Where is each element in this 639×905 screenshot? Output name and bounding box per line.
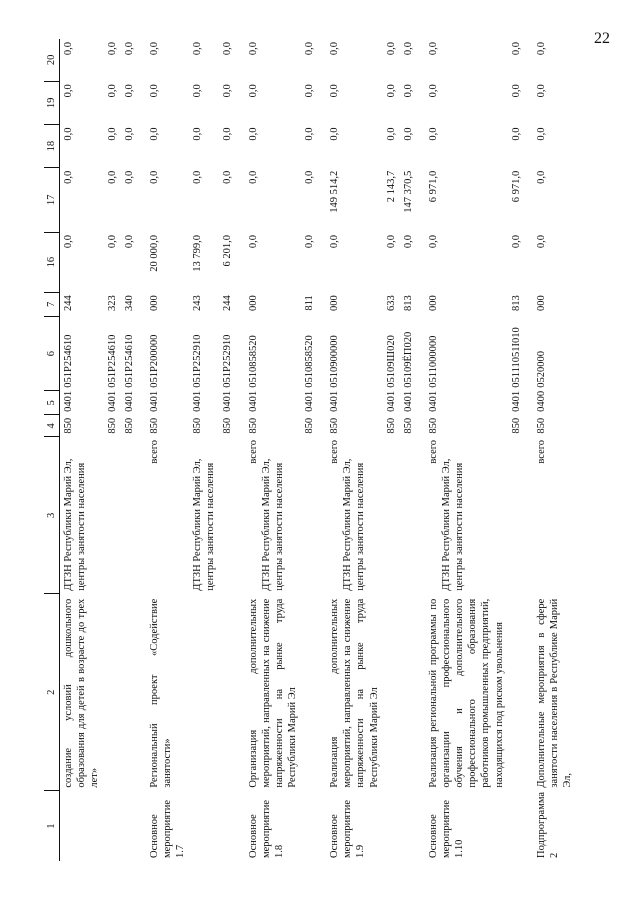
cell-c1	[219, 791, 236, 861]
cell-c1	[60, 791, 104, 861]
cell-c7: 340	[123, 295, 135, 312]
cell-c2	[104, 594, 121, 791]
cell-c5: 0400	[535, 390, 547, 412]
cell-c5: 0401	[123, 390, 135, 412]
cell-c19: 0,0	[148, 84, 160, 98]
executor-text: всего	[247, 439, 259, 464]
cell-c17: 0,0	[535, 170, 547, 184]
cell-c4: 850	[148, 417, 160, 434]
column-header: 1	[44, 791, 60, 861]
cell-c4: 850	[427, 417, 439, 434]
cell-c6: 051P200000	[148, 334, 160, 388]
cell-c3	[121, 437, 138, 594]
cell-c1	[383, 791, 400, 861]
cell-c6: 051P252910	[192, 334, 204, 388]
cell-c3	[533, 437, 576, 594]
cell-c7: 633	[385, 295, 397, 312]
cell-c7: 000	[535, 295, 547, 312]
cell-c17: 147 370,5	[402, 170, 414, 213]
cell-c4: 850	[510, 417, 522, 434]
cell-c1	[400, 791, 417, 861]
cell-c1: Основное мероприятие 1.7	[148, 800, 186, 858]
cell-c16: 0,0	[510, 235, 522, 249]
executor-text: всего	[329, 439, 341, 464]
executor-text: ДТЗН Республики Марий Эл, центры занятости населения	[260, 458, 285, 591]
cell-c18: 0,0	[192, 127, 204, 141]
cell-c16: 20 000,0	[148, 235, 160, 272]
cell-c17: 0,0	[304, 170, 315, 184]
cell-c5: 0401	[427, 390, 439, 412]
cell-c19: 0,0	[106, 84, 118, 98]
cell-c5: 0401	[385, 390, 397, 412]
table-row	[326, 39, 383, 861]
cell-c3	[508, 437, 525, 594]
page-number: 22	[594, 30, 610, 47]
cell-c3	[60, 437, 104, 594]
cell-c19: 0,0	[385, 84, 397, 98]
cell-c4: 850	[123, 417, 135, 434]
cell-c5: 0401	[247, 390, 259, 412]
table-row	[189, 39, 219, 861]
cell-c4: 850	[535, 417, 547, 434]
cell-c2: Реализация региональной программы по организации профессионального обучения и дополнительного профессионального образования работников промышленных предприятий, находящихся под риском увольнения	[427, 598, 505, 788]
cell-c6: 0510858520	[304, 335, 315, 388]
cell-c19: 0,0	[510, 84, 522, 98]
executor-text: ДТЗН Республики Марий Эл, центры занятости населения	[342, 458, 367, 591]
cell-c16: 0,0	[402, 235, 414, 249]
cell-c7: 813	[402, 295, 414, 312]
cell-c2: Организация дополнительных мероприятий, направленных на снижение напряженности на рынке труда Республики Марий Эл	[247, 598, 298, 788]
cell-c18: 0,0	[535, 127, 547, 141]
cell-c6: 0520000	[535, 351, 547, 388]
table-row	[508, 39, 525, 861]
cell-c7: 811	[304, 295, 315, 311]
column-header: 17	[44, 168, 60, 232]
cell-c3	[326, 437, 383, 594]
cell-c1	[508, 791, 525, 861]
row-spacer	[318, 39, 326, 861]
cell-c20: 0,0	[123, 42, 135, 56]
table-row	[121, 39, 138, 861]
cell-c5: 0401	[402, 390, 414, 412]
cell-c6: 05109Ш020	[385, 335, 397, 388]
executor-text: всего	[535, 439, 547, 464]
cell-c7: 244	[222, 295, 234, 312]
cell-c16: 0,0	[106, 235, 118, 249]
cell-c6: 051P254610	[106, 334, 118, 388]
column-header: 5	[44, 391, 60, 415]
cell-c7: 813	[510, 295, 522, 312]
cell-c2	[508, 594, 525, 791]
cell-c6: 051P252910	[222, 334, 234, 388]
cell-c3	[400, 437, 417, 594]
cell-c17: 0,0	[192, 170, 204, 184]
cell-c2	[301, 594, 318, 791]
cell-c20: 0,0	[329, 42, 341, 56]
cell-c3	[301, 437, 318, 594]
cell-c2: Региональный проект «Содействие занятости»	[148, 598, 173, 788]
executor-text: всего	[148, 439, 160, 464]
table-row	[400, 39, 417, 861]
cell-c2	[189, 594, 219, 791]
cell-c16: 0,0	[123, 235, 135, 249]
cell-c18: 0,0	[148, 127, 160, 141]
cell-c18: 0,0	[427, 127, 439, 141]
cell-c7: 000	[247, 295, 259, 312]
cell-c20: 0,0	[247, 42, 259, 56]
cell-c4: 850	[106, 417, 118, 434]
cell-c19: 0,0	[304, 84, 315, 98]
table-row	[146, 39, 189, 861]
cell-c2	[219, 594, 236, 791]
table-body	[60, 39, 577, 861]
cell-c20: 0,0	[63, 42, 75, 56]
cell-c5: 0401	[510, 390, 522, 412]
budget-table	[44, 39, 576, 861]
cell-c1: Основное мероприятие 1.9	[329, 800, 367, 858]
cell-c18: 0,0	[304, 127, 315, 141]
cell-c18: 0,0	[222, 127, 234, 141]
cell-c20: 0,0	[535, 42, 547, 56]
cell-c1: Основное мероприятие 1.8	[247, 800, 285, 858]
cell-c16: 0,0	[247, 235, 259, 249]
cell-c19: 0,0	[192, 84, 204, 98]
cell-c20: 0,0	[222, 42, 234, 56]
cell-c20: 0,0	[427, 42, 439, 56]
cell-c6: 051P254610	[123, 334, 135, 388]
cell-c18: 0,0	[123, 127, 135, 141]
cell-c7: 000	[329, 295, 341, 312]
column-header: 6	[44, 316, 60, 390]
cell-c7: 243	[192, 295, 204, 312]
cell-c2: Дополнительные мероприятия в сфере занятости населения в Республике Марий Эл,	[535, 598, 573, 788]
cell-c16: 0,0	[427, 235, 439, 249]
cell-c19: 0,0	[222, 84, 234, 98]
cell-c2	[121, 594, 138, 791]
executor-text: ДТЗН Республики Марий Эл, центры занятости населения	[441, 458, 466, 591]
cell-c4: 850	[402, 417, 414, 434]
cell-c20: 0,0	[510, 42, 522, 56]
column-header: 2	[44, 594, 60, 791]
cell-c17: 0,0	[63, 170, 75, 184]
cell-c7: 000	[427, 295, 439, 312]
cell-c3	[219, 437, 236, 594]
column-header: 20	[44, 39, 60, 81]
cell-c3	[245, 437, 302, 594]
cell-c6: 0510858520	[247, 335, 259, 388]
row-spacer	[138, 39, 146, 861]
cell-c17: 0,0	[222, 170, 234, 184]
cell-c2: Реализация дополнительных мероприятий, направленных на снижение напряженности на рынке труда Республики Марий Эл	[329, 598, 380, 788]
cell-c3	[146, 437, 189, 594]
cell-c6: 051P254610	[63, 334, 75, 388]
cell-c3	[425, 437, 508, 594]
cell-c19: 0,0	[402, 84, 414, 98]
cell-c1: Подпрограмма 2	[535, 791, 560, 858]
cell-c20: 0,0	[148, 42, 160, 56]
cell-c7: 000	[148, 295, 160, 312]
cell-c7: 323	[106, 295, 118, 312]
cell-c4: 850	[304, 417, 315, 434]
cell-c4: 850	[63, 417, 75, 434]
cell-c16: 0,0	[63, 235, 75, 249]
cell-c19: 0,0	[63, 84, 75, 98]
cell-c17: 2 143,7	[385, 170, 397, 203]
cell-c17: 0,0	[106, 170, 118, 184]
cell-c16: 0,0	[329, 235, 341, 249]
cell-c4: 850	[329, 417, 341, 434]
cell-c17: 6 971,0	[427, 170, 439, 203]
cell-c20: 0,0	[192, 42, 204, 56]
cell-c3	[104, 437, 121, 594]
cell-c3	[383, 437, 400, 594]
cell-c2	[383, 594, 400, 791]
executor-text: ДТЗН Республики Марий Эл, центры занятости населения	[192, 458, 217, 591]
table-row	[219, 39, 236, 861]
cell-c18: 0,0	[385, 127, 397, 141]
column-header: 19	[44, 81, 60, 124]
cell-c6: 05109ЁП020	[402, 331, 414, 388]
cell-c18: 0,0	[402, 127, 414, 141]
executor-text: ДТЗН Республики Марий Эл, центры занятости населения	[63, 458, 88, 591]
cell-c16: 6 201,0	[222, 235, 234, 267]
cell-c6: 05111051I010	[510, 327, 522, 388]
table-row	[301, 39, 318, 861]
cell-c17: 6 971,0	[510, 170, 522, 203]
cell-c18: 0,0	[329, 127, 341, 141]
cell-c5: 0401	[148, 390, 160, 412]
cell-c6: 0511000000	[427, 335, 439, 388]
executor-text: всего	[427, 439, 439, 464]
cell-c4: 850	[385, 417, 397, 434]
cell-c4: 850	[247, 417, 259, 434]
cell-c17: 0,0	[123, 170, 135, 184]
table-header-row	[44, 39, 60, 861]
cell-c19: 0,0	[247, 84, 259, 98]
cell-c16: 0,0	[535, 235, 547, 249]
cell-c5: 0401	[63, 390, 75, 412]
cell-c3	[189, 437, 219, 594]
column-header: 4	[44, 415, 60, 437]
table-row	[425, 39, 508, 861]
cell-c20: 0,0	[106, 42, 118, 56]
table-row	[60, 39, 104, 861]
row-spacer	[525, 39, 533, 861]
cell-c5: 0401	[222, 390, 234, 412]
rotated-page-content	[44, 39, 574, 861]
column-header: 18	[44, 125, 60, 168]
table-row	[104, 39, 121, 861]
cell-c1	[104, 791, 121, 861]
cell-c17: 0,0	[148, 170, 160, 184]
cell-c5: 0401	[329, 390, 341, 412]
cell-c1	[301, 791, 318, 861]
cell-c1: Основное мероприятие 1.10	[427, 800, 466, 858]
cell-c20: 0,0	[385, 42, 397, 56]
cell-c1	[121, 791, 138, 861]
cell-c18: 0,0	[510, 127, 522, 141]
cell-c6: 0510900000	[329, 335, 341, 388]
row-spacer	[417, 39, 425, 861]
cell-c20: 0,0	[402, 42, 414, 56]
cell-c4: 850	[192, 417, 204, 434]
table-row	[245, 39, 302, 861]
cell-c19: 0,0	[535, 84, 547, 98]
cell-c18: 0,0	[106, 127, 118, 141]
cell-c1	[189, 791, 219, 861]
cell-c4: 850	[222, 417, 234, 434]
row-spacer	[237, 39, 245, 861]
cell-c18: 0,0	[247, 127, 259, 141]
cell-c20: 0,0	[304, 42, 315, 56]
cell-c2: создание условий дошкольного образования для детей в возрасте до трех лет»	[63, 598, 101, 788]
table-row	[533, 39, 576, 861]
cell-c18: 0,0	[63, 127, 75, 141]
cell-c5: 0401	[304, 390, 315, 412]
column-header: 3	[44, 437, 60, 594]
cell-c19: 0,0	[427, 84, 439, 98]
cell-c19: 0,0	[123, 84, 135, 98]
cell-c16: 0,0	[304, 235, 315, 249]
cell-c7: 244	[63, 295, 75, 312]
cell-c5: 0401	[106, 390, 118, 412]
table-row	[383, 39, 400, 861]
cell-c2	[400, 594, 417, 791]
column-header: 7	[44, 292, 60, 316]
cell-c16: 0,0	[385, 235, 397, 249]
cell-c19: 0,0	[329, 84, 341, 98]
cell-c16: 13 799,0	[192, 235, 204, 272]
cell-c5: 0401	[192, 390, 204, 412]
cell-c17: 149 514,2	[329, 170, 341, 213]
cell-c17: 0,0	[247, 170, 259, 184]
column-header: 16	[44, 232, 60, 292]
